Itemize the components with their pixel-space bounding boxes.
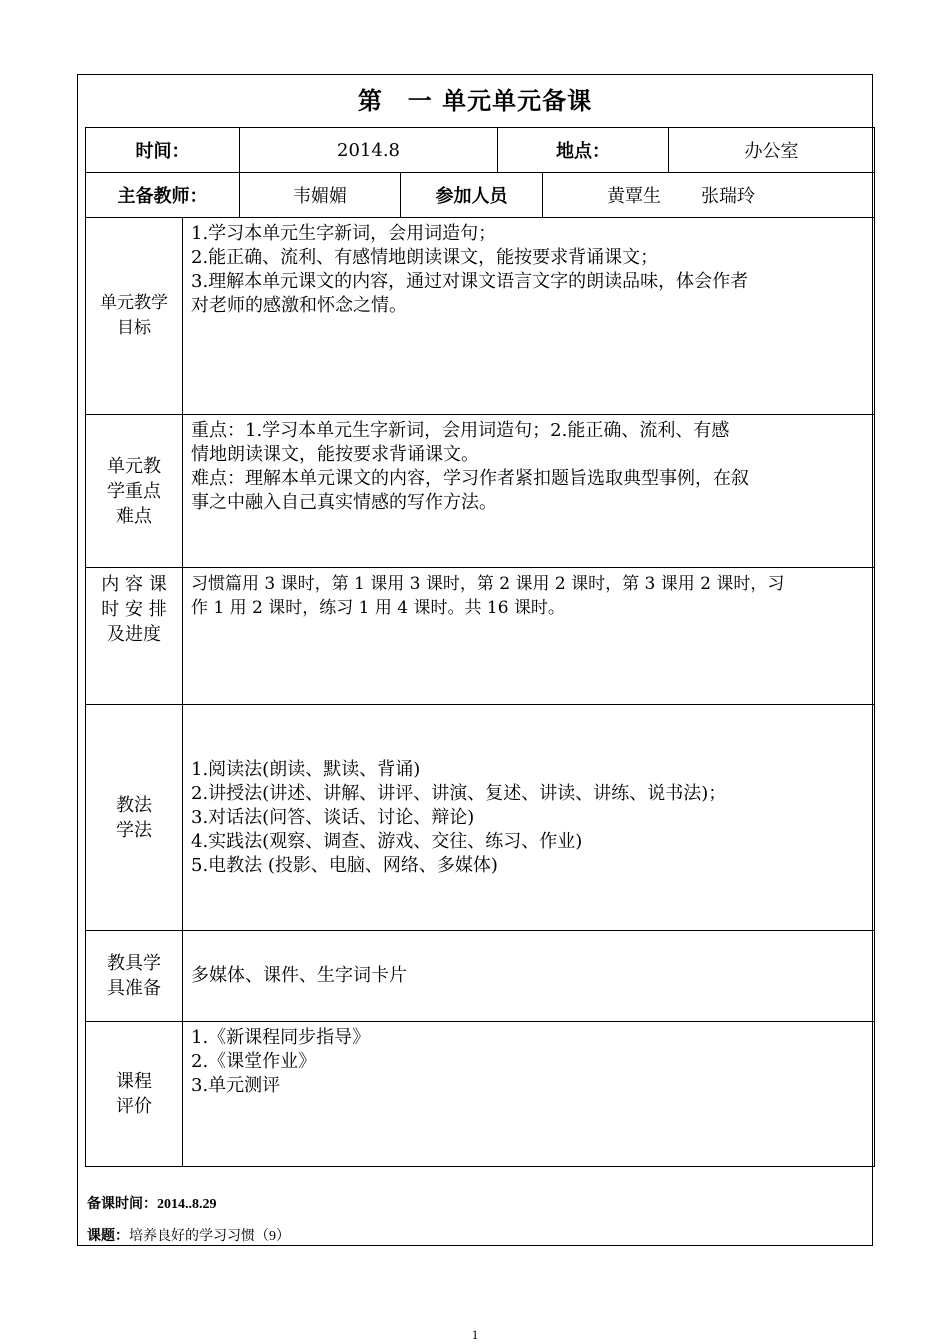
key-points-label: 单元教 学重点 难点 — [86, 415, 183, 568]
participants-value — [543, 173, 875, 218]
row-tools — [86, 931, 875, 1022]
header-row-time — [86, 128, 875, 173]
evaluation-label: 课程 评价 — [86, 1022, 183, 1167]
time-label: 时间： — [86, 128, 240, 173]
evaluation-content: 1.《新课程同步指导》 2.《课堂作业》 3.单元测评 — [183, 1022, 875, 1167]
prep-time: 备课时间：2014..8.29 — [87, 1197, 217, 1212]
lesson-topic — [87, 1225, 290, 1245]
lesson-plan-frame — [77, 74, 873, 1246]
schedule-label: 内 容 课 时 安 排 及进度 — [86, 568, 183, 705]
row-unit-goals — [86, 218, 875, 415]
page-number: 1 — [471, 1327, 479, 1342]
key-points-content: 重点：1.学习本单元生字新词，会用词造句；2.能正确、流利、有感 情地朗读课文，能按要求背诵课文。 难点：理解本单元课文的内容，学习作者紧扣题旨选取典型事例，在叙 事之中融入自己真实情感的写作方法。 — [183, 415, 875, 568]
lesson-plan-table — [85, 127, 875, 1167]
tools-content: 多媒体、课件、生字词卡片 — [183, 931, 875, 1022]
methods-content: 1.阅读法(朗读、默读、背诵) 2.讲授法(讲述、讲解、讲评、讲演、复述、讲读、讲练、说书法)； 3.对话法(问答、谈话、讨论、辩论) 4.实践法(观察、调查、游戏、交往、练习、作业) 5.电教法 (投影、电脑、网络、多媒体) — [183, 705, 875, 931]
topic-value: 培养良好的学习习惯（9） — [129, 1229, 290, 1244]
unit-goals-content: 1.学习本单元生字新词，会用词造句； 2.能正确、流利、有感情地朗读课文，能按要求背诵课文； 3.理解本单元课文的内容，通过对课文语言文字的朗读品味，体会作者 对老师的感激和怀念之情。 — [183, 218, 875, 415]
row-methods — [86, 705, 875, 931]
row-key-points — [86, 415, 875, 568]
methods-label: 教法 学法 — [86, 705, 183, 931]
time-value: 2014.8 — [240, 128, 498, 173]
place-value: 办公室 — [669, 128, 875, 173]
row-evaluation — [86, 1022, 875, 1167]
teacher-label: 主备教师： — [86, 173, 240, 218]
participant-2: 张瑞玲 — [701, 186, 756, 207]
tools-label: 教具学 具准备 — [86, 931, 183, 1022]
topic-label: 课题： — [87, 1229, 129, 1244]
page-title: 第 一 单元单元备课 — [357, 86, 593, 115]
row-schedule — [86, 568, 875, 705]
unit-goals-label: 单元教学 目标 — [86, 218, 183, 415]
schedule-content: 习惯篇用 3 课时，第 1 课用 3 课时，第 2 课用 2 课时，第 3 课用 2 课时，习 作 1 用 2 课时，练习 1 用 4 课时。共 16 课时。 — [183, 568, 875, 705]
header-row-teacher — [86, 173, 875, 218]
teacher-value: 韦媚媚 — [240, 173, 401, 218]
participant-1: 黄覃生 — [607, 186, 662, 207]
participants-label: 参加人员 — [401, 173, 543, 218]
place-label: 地点： — [498, 128, 669, 173]
